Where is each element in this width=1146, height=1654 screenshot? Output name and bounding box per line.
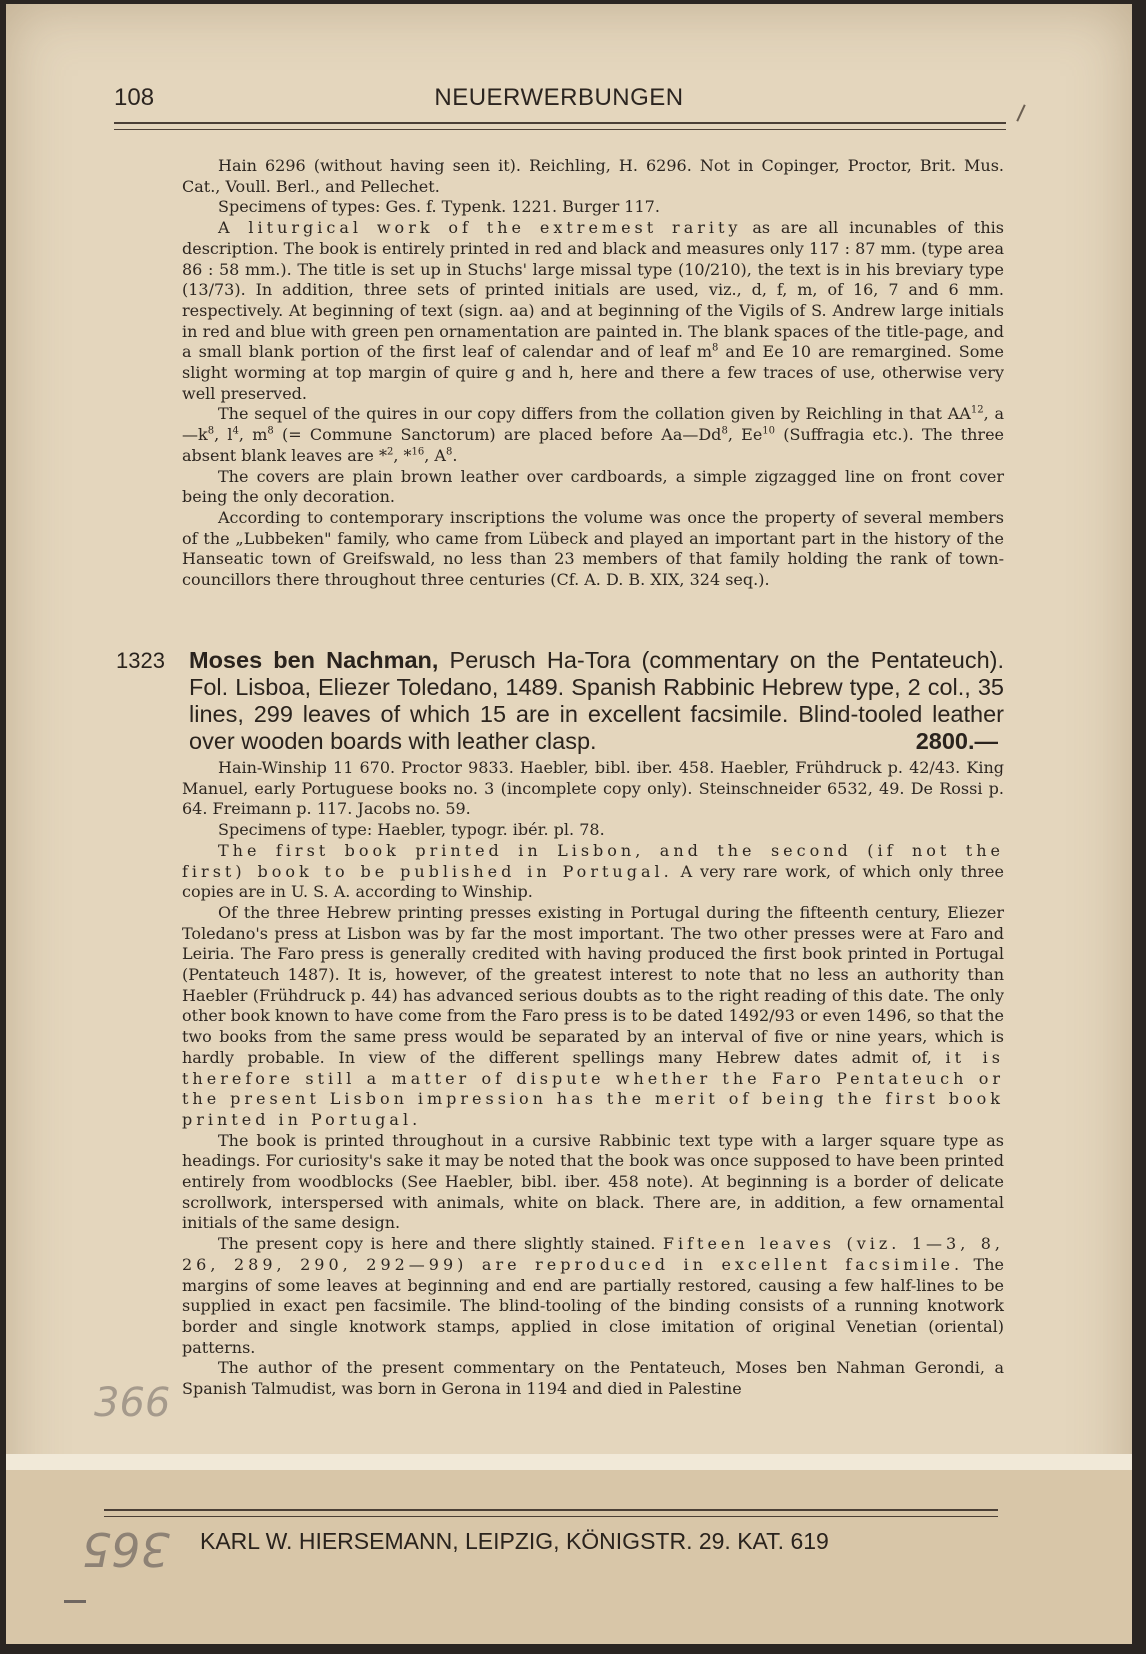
pencil-annotation-upper: 366	[94, 1380, 171, 1426]
emphasis-rarity: A liturgical work of the extremest rarity	[218, 218, 742, 238]
emphasis-dispute: it is therefore still a matter of dispute whether the Faro Pentateuch or the present Lisbon impression has the merit of being the first book printed in Portugal.	[182, 1047, 1005, 1129]
entry-heading	[189, 647, 1004, 755]
emphasis-first-book: The first book printed in Lisbon, and the second (if not the first) book to be published in Portugal.	[182, 840, 1004, 881]
page-number: 108	[114, 84, 155, 111]
previous-entry-specimens: Specimens of types: Ges. f. Typenk. 1221. Burger 117.	[218, 197, 660, 217]
entry-text	[182, 758, 1004, 1400]
header-rule	[114, 122, 1006, 130]
footer-imprint: KARL W. HIERSEMANN, LEIPZIG, KÖNIGSTR. 29. KAT. 619	[200, 1528, 829, 1554]
entry-author-note: The author of the present commentary on the Pentateuch, Moses ben Nahman Gerondi, a Spanish Talmudist, was born in Gerona in 1194 and died in Palestine	[182, 1358, 1004, 1399]
entry-type-description: The book is printed throughout in a cursive Rabbinic text type with a larger square type as headings. For curiosity's sake it may be noted that the book was once supposed to have been printed entirely from woodblocks (See Haebler, bibl. iber. 458 note). At beginning is a border of delicate scrollwork, interspersed with animals, white on black. There are, in addition, a few ornamental initials of the same design.	[182, 1130, 1004, 1233]
catalog-page	[6, 4, 1132, 1644]
entry-specimens: Specimens of type: Haebler, typogr. ibér. pl. 78.	[218, 820, 605, 840]
entry-price: 2800.—	[915, 728, 998, 754]
previous-entry-refs: Hain 6296 (without having seen it). Reichling, H. 6296. Not in Copinger, Proctor, Brit. Mus. Cat., Voull. Berl., and Pellechet.	[182, 156, 1004, 196]
entry-rarity-note: The first book printed in Lisbon, and the second (if not the first) book to be published in Portugal. A very rare work, of which only three copies are in U. S. A. according to Winship.	[182, 840, 1004, 902]
page-fold-band	[6, 1454, 1132, 1470]
previous-entry-binding: The covers are plain brown leather over cardboards, a simple zigzagged line on front cover being the only decoration.	[182, 466, 1004, 507]
pencil-dash-mark	[64, 1600, 86, 1603]
previous-entry-provenance: According to contemporary inscriptions the volume was once the property of several members of the „Lubbeken" family, who came from Lübeck and played an important part in the history of the Hanseatic town of Greifswald, no less than 23 members of that family holding the rank of town-councillors there throughout three centuries (Cf. A. D. B. XIX, 324 seq.).	[182, 507, 1004, 590]
entry-title: Perusch Ha-Tora (commentary on the Pentateuch). Fol. Lisboa, Eliezer Toledano, 1489. Spanish Rabbinic Hebrew type, 2 col., 35 lines, 299 leaves of which 15 are in excellent facsimile. Blind-tooled leather over wooden boards with leather clasp.	[189, 647, 1004, 754]
previous-entry-description: A liturgical work of the extremest rarity as are all incunables of this description. The book is entirely printed in red and black and measures only 117 : 87 mm. (type area 86 : 58 mm.). The title is set up in Stuchs' large missal type (10/210), the text is in his breviary type (13/73). In addition, three sets of printed initials are used, viz., d, f, m, of 16, 7 and 6 mm. respectively. At beginning of text (sign. aa) and at beginning of the Vigils of S. Andrew large initials in red and blue with green pen ornamentation are painted in. The blank spaces of the title-page, and a small blank portion of the first leaf of calendar and of leaf $m^8$ and Ee 10 are remargined. Some slight worming at top margin of quire g and h, here and there a few traces of use, otherwise very well preserved.	[182, 218, 1005, 403]
emphasis-facsimile: Fifteen leaves (viz. 1—3, 8, 26, 289, 290, 292—99) are reproduced in excellent facsimile.	[182, 1234, 1005, 1274]
footer-rule	[104, 1509, 998, 1517]
entry-condition: The present copy is here and there slightly stained. Fifteen leaves (viz. 1—3, 8, 26, 289, 290, 292—99) are reproduced in excellent facsimile. The margins of some leaves at beginning and end are partially restored, causing a few half-lines to be supplied in exact pen facsimile. The blind-tooling of the binding consists of a running knotwork border and single knotwork stamps, applied in close imitation of original Venetian (oriental) patterns.	[182, 1234, 1005, 1357]
entry-references: Hain-Winship 11 670. Proctor 9833. Haebler, bibl. iber. 458. Haebler, Frühdruck p. 42/43. King Manuel, early Portuguese books no. 3 (incomplete copy only). Steinschneider 6532, 49. De Rossi p. 64. Freimann p. 117. Jacobs no. 59.	[182, 758, 1004, 819]
pencil-annotation-lower: 365	[82, 1522, 170, 1576]
entry-author: Moses ben Nachman,	[189, 647, 439, 673]
page-header	[114, 82, 1004, 122]
previous-entry-text	[182, 156, 1004, 591]
running-head: NEUERWERBUNGEN	[434, 84, 684, 111]
previous-entry-collation: The sequel of the quires in our copy differs from the collation given by Reichling in that AA$^{12}$, $a—k^8$, $l^4$, $m^8$ (= Commune Sanctorum) are placed before Aa—Dd$^8$, Ee$^{10}$ (Suffragia etc.). The three absent blank leaves are *$^2$, *$^{16}$, $A^8$.	[182, 404, 1005, 465]
pencil-tick-mark	[1016, 104, 1025, 121]
entry-number: 1323	[116, 648, 165, 673]
entry-press-history: Of the three Hebrew printing presses existing in Portugal during the fifteenth century, Eliezer Toledano's press at Lisbon was by far the most important. The two other presses were at Faro and Leiria. The Faro press is generally credited with having produced the first book printed in Portugal (Pentateuch 1487). It is, however, of the greatest interest to note that no less an authority than Haebler (Frühdruck p. 44) has advanced serious doubts as to the right reading of this date. The only other book known to have come from the Faro press is to be dated 1492/93 or even 1496, so that the two books from the same press would be separated by an interval of five or nine years, which is hardly probable. In view of the different spellings many Hebrew dates admit of, it is therefore still a matter of dispute whether the Faro Pentateuch or the present Lisbon impression has the merit of being the first book printed in Portugal.	[182, 902, 1005, 1129]
